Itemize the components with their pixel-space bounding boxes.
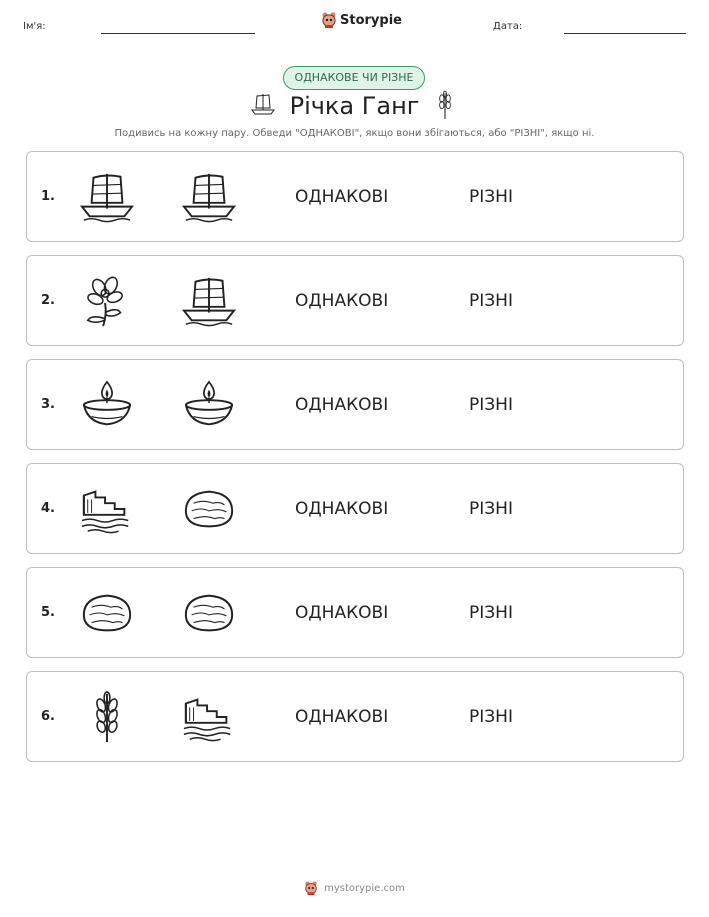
option-different[interactable]: РІЗНІ <box>469 499 513 519</box>
stone-icon <box>180 482 238 536</box>
row-number: 2. <box>41 293 55 308</box>
row-number: 6. <box>41 709 55 724</box>
pair-row-6 <box>26 671 684 762</box>
brand-name: Storypie <box>340 12 402 28</box>
instructions: Подивись на кожну пару. Обведи "ОДНАКОВІ", якщо вони збігаються, або "РІЗНІ", якщо ні. <box>114 128 595 139</box>
pair-row-5 <box>26 567 684 658</box>
pair-row-3 <box>26 359 684 450</box>
option-same[interactable]: ОДНАКОВІ <box>295 707 389 727</box>
option-same[interactable]: ОДНАКОВІ <box>295 395 389 415</box>
option-different[interactable]: РІЗНІ <box>469 395 513 415</box>
date-label: Дата: <box>493 21 523 32</box>
ghat-steps-icon <box>180 690 238 744</box>
footer <box>0 880 709 896</box>
option-same[interactable]: ОДНАКОВІ <box>295 603 389 623</box>
pair-row-1 <box>26 151 684 242</box>
option-different[interactable]: РІЗНІ <box>469 187 513 207</box>
pair-row-4 <box>26 463 684 554</box>
stone-icon <box>180 586 238 640</box>
ghat-steps-icon <box>78 482 136 536</box>
footer-site[interactable]: mystorypie.com <box>324 882 405 894</box>
diya-lamp-icon <box>78 378 136 432</box>
worksheet-type-badge: ОДНАКОВЕ ЧИ РІЗНЕ <box>283 66 425 90</box>
option-different[interactable]: РІЗНІ <box>469 291 513 311</box>
wheat-icon <box>434 90 456 124</box>
row-number: 5. <box>41 605 55 620</box>
option-same[interactable]: ОДНАКОВІ <box>295 291 389 311</box>
boat-icon <box>180 170 238 224</box>
diya-lamp-icon <box>180 378 238 432</box>
row-number: 3. <box>41 397 55 412</box>
wheat-icon <box>78 690 136 744</box>
name-line <box>101 33 255 34</box>
stone-icon <box>78 586 136 640</box>
storypie-mascot-icon <box>321 11 337 29</box>
option-same[interactable]: ОДНАКОВІ <box>295 187 389 207</box>
date-line <box>564 33 686 34</box>
option-different[interactable]: РІЗНІ <box>469 707 513 727</box>
boat-icon <box>78 170 136 224</box>
row-number: 4. <box>41 501 55 516</box>
brand-logo <box>321 11 402 29</box>
name-label: Ім'я: <box>23 21 46 32</box>
storypie-mascot-icon <box>304 880 318 896</box>
flower-icon <box>78 274 136 328</box>
boat-icon <box>180 274 238 328</box>
pair-row-2 <box>26 255 684 346</box>
row-number: 1. <box>41 189 55 204</box>
page-title: Річка Ганг <box>289 92 420 120</box>
option-same[interactable]: ОДНАКОВІ <box>295 499 389 519</box>
option-different[interactable]: РІЗНІ <box>469 603 513 623</box>
